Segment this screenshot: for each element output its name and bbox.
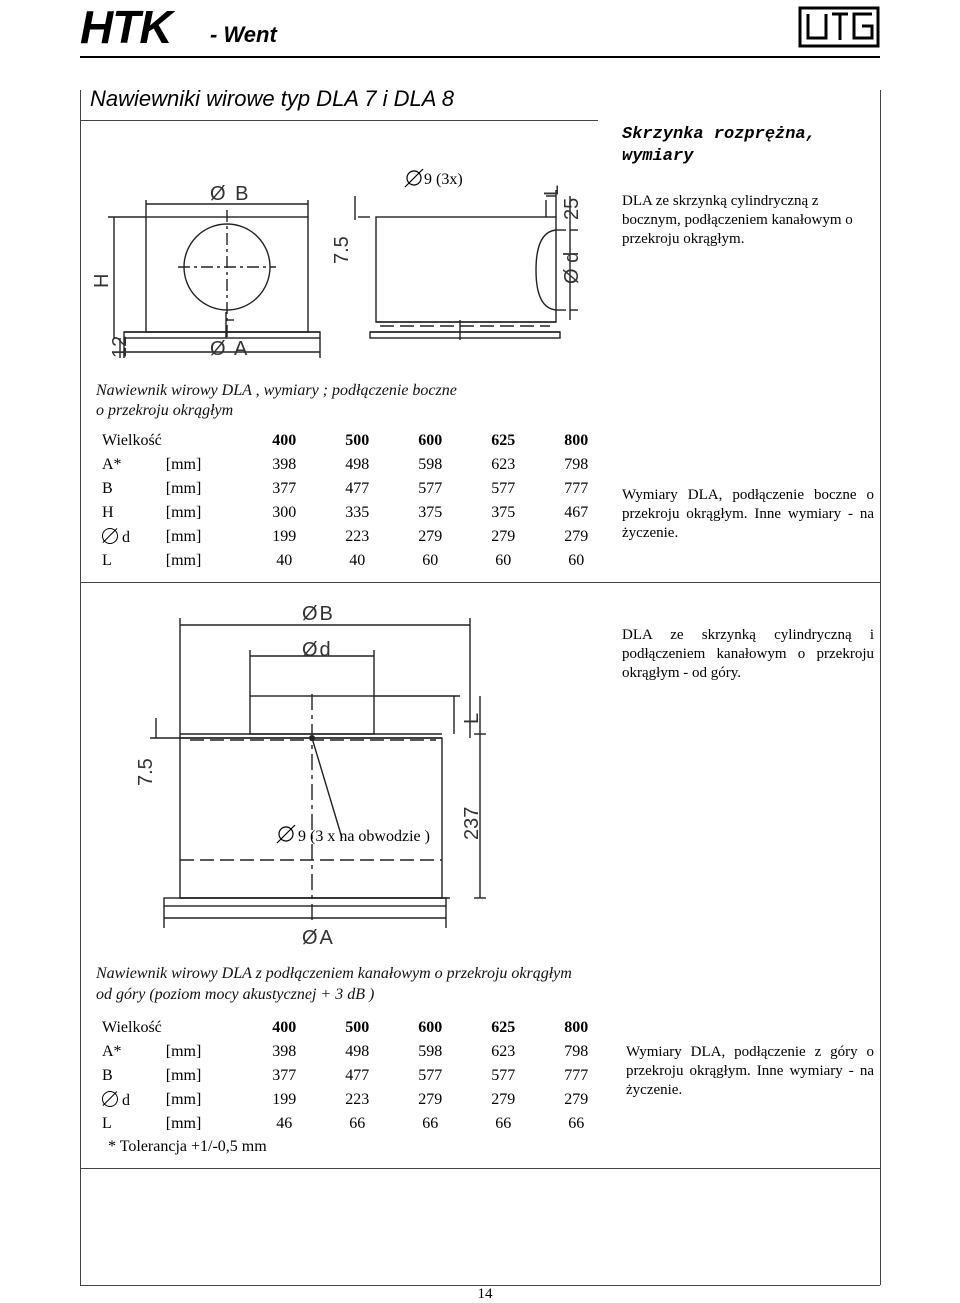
dim-label-d: Ø d: [561, 251, 583, 284]
table-cell: A*: [102, 1043, 122, 1060]
table-header-cell: 625: [491, 432, 516, 449]
table-row: [98, 1112, 613, 1136]
frame-left-border: [80, 90, 81, 1285]
side-spigot: [536, 230, 556, 310]
table-cell: 577: [491, 480, 516, 497]
dim-label-7-5: 7.5: [135, 758, 157, 786]
table-cell: 598: [418, 456, 443, 473]
dim-label-B: ØB: [302, 603, 335, 625]
tolerance-footnote: * Tolerancja +1/-0,5 mm: [108, 1138, 267, 1155]
table-header-cell: 600: [418, 432, 443, 449]
table-cell: 375: [491, 504, 516, 521]
table-cell: 60: [495, 552, 512, 569]
table-cell: 40: [276, 552, 293, 569]
table-cell: 46: [276, 1115, 293, 1132]
table-cell: 279: [418, 1091, 443, 1108]
section-divider: [80, 582, 880, 583]
table-cell: 477: [345, 1067, 370, 1084]
table-cell: 498: [345, 1043, 370, 1060]
table-row: [98, 453, 613, 477]
table-cell: 598: [418, 1043, 443, 1060]
table-header-cell: 400: [272, 1019, 297, 1036]
section1-heading: Skrzynka rozprężna, wymiary: [622, 125, 816, 166]
section2-caption-line1: Nawiewnik wirowy DLA z podłączeniem kanałowym o przekroju okrągłym: [96, 965, 572, 982]
table-cell: 279: [491, 1091, 516, 1108]
table-cell: 335: [345, 504, 370, 521]
table-cell: 398: [272, 1043, 297, 1060]
table-cell: 279: [564, 528, 589, 545]
table-cell: 60: [568, 552, 585, 569]
table-header-cell: 625: [491, 1019, 516, 1036]
utg-logo-icon: [798, 6, 880, 48]
table-cell: 467: [564, 504, 589, 521]
dim-label-d: Ød: [302, 639, 333, 661]
table-header-cell: Wielkość: [102, 1019, 162, 1036]
table-row: [98, 1088, 613, 1112]
table-cell: L: [102, 552, 112, 569]
dim-label-12: 12: [109, 335, 131, 358]
table-cell: 623: [491, 1043, 516, 1060]
table-cell: 477: [345, 480, 370, 497]
section1-description: DLA ze skrzynką cylindryczną z bocznym, podłączeniem kanałowym o przekroju okrągłym.: [622, 193, 853, 247]
table-header-cell: 600: [418, 1019, 443, 1036]
dim-label-A: Ø A: [210, 338, 250, 360]
table-cell: 223: [345, 1091, 370, 1108]
table-header-cell: [162, 429, 248, 453]
table-row: [98, 1040, 613, 1064]
table-header-cell: 800: [564, 432, 589, 449]
table-cell: [mm]: [165, 1043, 202, 1060]
table-cell: 279: [491, 528, 516, 545]
dim-label-L: L: [461, 712, 483, 724]
section1-caption-line2: o przekroju okrągłym: [96, 402, 234, 419]
table-cell: [mm]: [165, 504, 202, 521]
table-cell: 66: [495, 1115, 512, 1132]
table-header-cell: [162, 1016, 248, 1040]
table-cell: [mm]: [165, 552, 202, 569]
brand-logo-went: - Went: [210, 22, 277, 47]
table-row: [98, 525, 613, 549]
table-cell: 498: [345, 456, 370, 473]
table-row: [98, 1064, 613, 1088]
table-cell: 577: [418, 1067, 443, 1084]
table-cell: 279: [564, 1091, 589, 1108]
table-cell: 66: [349, 1115, 366, 1132]
holes-note: 9 (3 x na obwodzie ): [298, 828, 430, 845]
table-cell: 66: [422, 1115, 439, 1132]
table-cell: [mm]: [165, 1067, 202, 1084]
table-cell: 199: [272, 528, 297, 545]
table-cell: L: [102, 1115, 112, 1132]
page-number: 14: [477, 1286, 493, 1302]
table-cell: 300: [272, 504, 297, 521]
table-cell: 377: [272, 1067, 297, 1084]
table-cell: A*: [102, 456, 122, 473]
table-cell: 66: [568, 1115, 585, 1132]
holes-note: 9 (3x): [424, 171, 463, 188]
section2-table-note: Wymiary DLA, podłączenie z góry o przekroju okrągłym. Inne wymiary - na życzenie.: [626, 1044, 874, 1098]
table-header-cell: Wielkość: [102, 432, 162, 449]
table-row: [98, 501, 613, 525]
dim-label-25: 25: [561, 197, 583, 220]
box-side-view: [376, 217, 556, 322]
table-cell: [mm]: [165, 528, 202, 545]
table-cell: d: [122, 1091, 130, 1109]
table-cell: B: [102, 480, 113, 497]
table-cell: 398: [272, 456, 297, 473]
brand-logo-htk: HTK: [80, 1, 172, 53]
diameter-symbol-icon: [102, 1091, 118, 1107]
table-header-cell: 400: [272, 432, 297, 449]
title-rule: [80, 120, 598, 121]
section2-description: DLA ze skrzynką cylindryczną i podłączeniem kanałowym o przekroju okrągłym - od góry.: [622, 627, 874, 681]
dim-label-L: L: [541, 184, 563, 196]
section1-table-note: Wymiary DLA, podłączenie boczne o przekroju okrągłym. Inne wymiary - na życzenie.: [622, 487, 874, 541]
table-cell: B: [102, 1067, 113, 1084]
table-header-cell: 500: [345, 432, 370, 449]
page-title: Nawiewniki wirowe typ DLA 7 i DLA 8: [90, 86, 454, 111]
top-connection-table: [98, 1016, 613, 1136]
dim-label-237: 237: [461, 806, 483, 840]
table-cell: H: [102, 504, 114, 521]
dim-label-A: ØA: [302, 927, 335, 949]
table-header-cell: 800: [564, 1019, 589, 1036]
table-cell: 375: [418, 504, 443, 521]
section-divider: [80, 1168, 880, 1169]
table-cell: [mm]: [165, 456, 202, 473]
table-cell: 798: [564, 1043, 589, 1060]
table-header-row: [98, 1016, 613, 1040]
section1-caption-line1: Nawiewnik wirowy DLA , wymiary ; podłączenie boczne: [96, 382, 457, 399]
table-cell: 777: [564, 480, 589, 497]
box-body: [180, 738, 442, 898]
diameter-symbol-icon: [102, 528, 118, 544]
table-cell: 623: [491, 456, 516, 473]
table-cell: 223: [345, 528, 370, 545]
section2-caption-line2: od góry (poziom mocy akustycznej + 3 dB ): [96, 986, 375, 1003]
table-header-cell: 500: [345, 1019, 370, 1036]
frame-right-border: [880, 90, 881, 1285]
table-row: [98, 549, 613, 573]
header-rule: [80, 56, 880, 58]
table-cell: 577: [491, 1067, 516, 1084]
table-cell: d: [122, 528, 130, 546]
table-cell: [mm]: [165, 480, 202, 497]
table-cell: 377: [272, 480, 297, 497]
table-cell: 777: [564, 1067, 589, 1084]
top-connection-drawing: [120, 598, 500, 953]
dim-label-B: Ø B: [210, 183, 251, 205]
table-cell: [mm]: [165, 1115, 202, 1132]
table-cell: [mm]: [165, 1091, 202, 1108]
table-row: [98, 477, 613, 501]
table-cell: 199: [272, 1091, 297, 1108]
side-connection-table: [98, 429, 613, 573]
table-cell: 60: [422, 552, 439, 569]
dim-label-7-5: 7.5: [331, 236, 353, 264]
table-cell: 279: [418, 528, 443, 545]
table-header-row: [98, 429, 613, 453]
table-cell: 577: [418, 480, 443, 497]
dim-label-H: H: [91, 273, 113, 288]
table-cell: 40: [349, 552, 366, 569]
side-connection-drawing: [90, 160, 590, 370]
table-cell: 798: [564, 456, 589, 473]
